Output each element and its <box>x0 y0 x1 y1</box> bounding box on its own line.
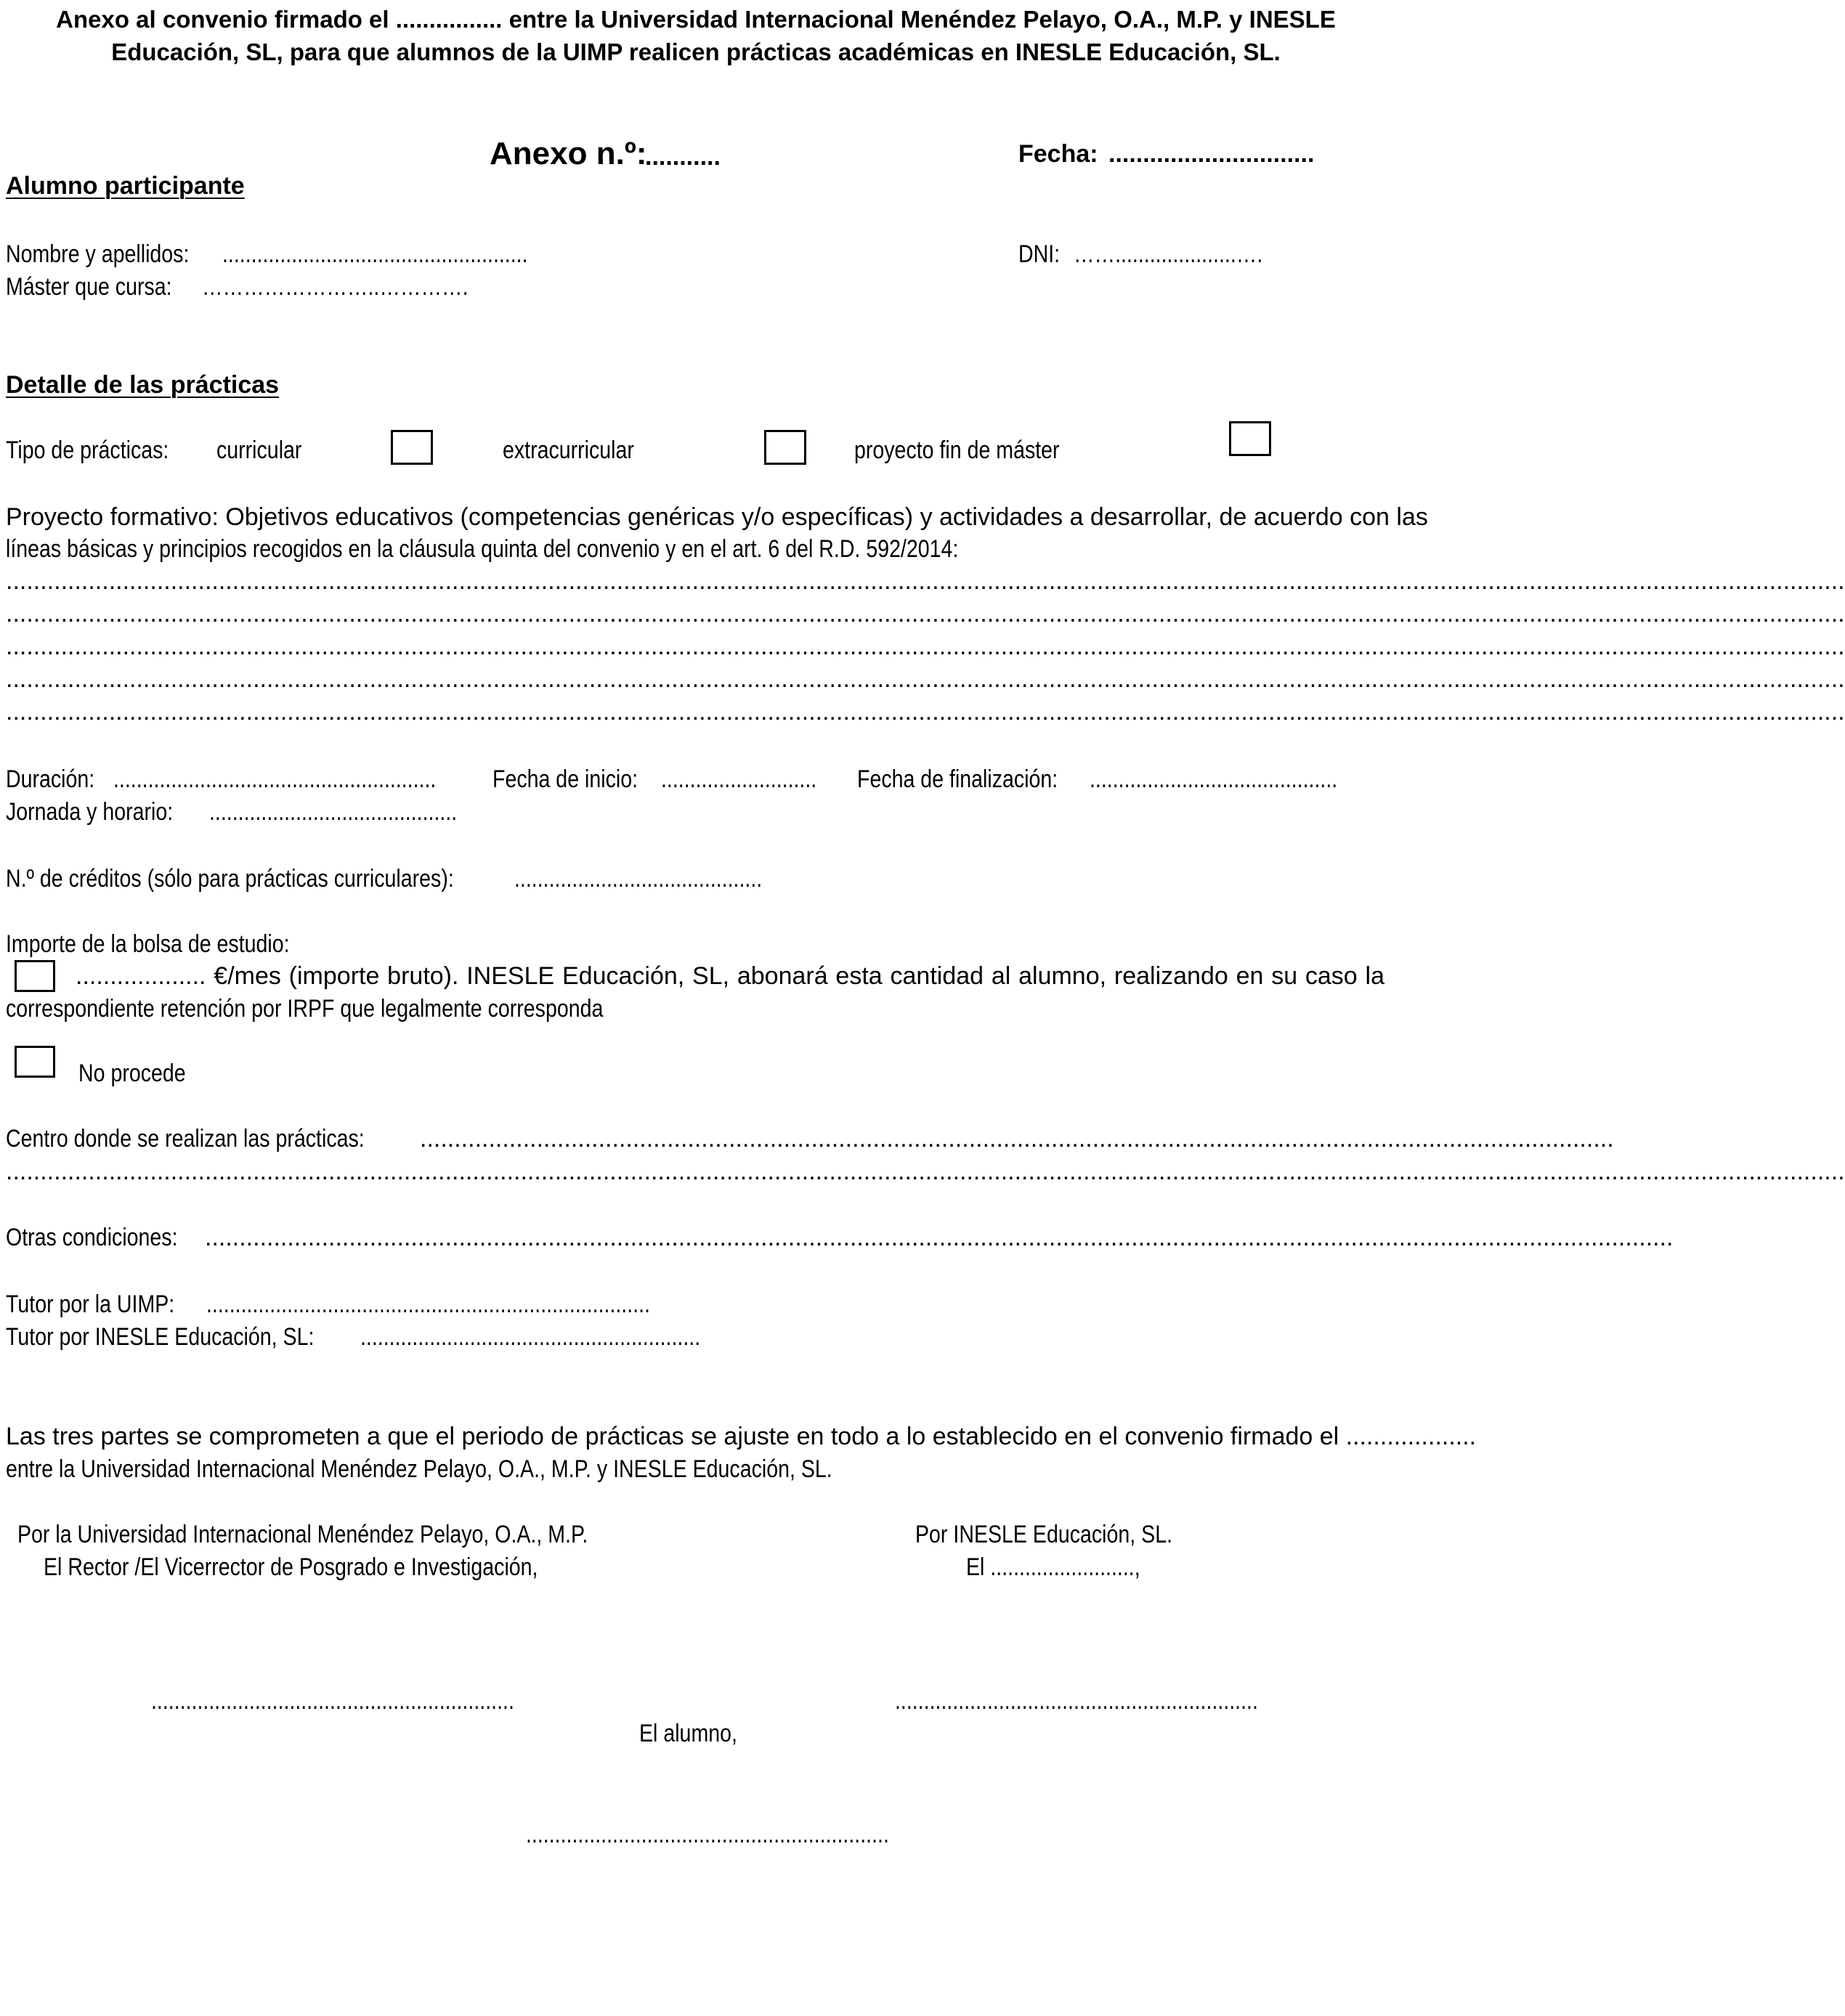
bolsa-label: Importe de la bolsa de estudio: <box>6 930 290 958</box>
compromiso-line-2: entre la Universidad Internacional Menéndez Pelayo, O.A., M.P. y INESLE Educación, SL. <box>6 1455 832 1483</box>
proyecto-field-line-2[interactable]: ............................................................................................................................................................................................................................................................................ <box>6 600 1845 627</box>
proyecto-field-line-3[interactable]: ............................................................................................................................................................................................................................................................................ <box>6 633 1845 660</box>
master-label: Máster que cursa: <box>6 273 172 301</box>
checkbox-extracurricular[interactable] <box>764 430 806 465</box>
fecha-inicio-field[interactable]: ........................... <box>661 765 817 793</box>
fecha-field[interactable]: .............................. <box>1108 140 1315 168</box>
tutor-inesle-label: Tutor por INESLE Educación, SL: <box>6 1323 315 1351</box>
duracion-field[interactable]: ........................................................ <box>113 765 437 793</box>
proyecto-formativo-line-2: líneas básicas y principios recogidos en la cláusula quinta del convenio y en el art. 6 del R.D. 592/2014: <box>6 535 959 563</box>
signature-line-alumno[interactable]: ............................................................... <box>526 1821 889 1848</box>
otras-condiciones-field[interactable]: ...................................................................................................................................................................................................................... <box>205 1224 1674 1251</box>
fecha-inicio-label: Fecha de inicio: <box>492 765 638 793</box>
nombre-field[interactable]: ..................................................... <box>222 240 528 268</box>
creditos-label: N.º de créditos (sólo para prácticas curriculares): <box>6 865 454 893</box>
jornada-label: Jornada y horario: <box>6 798 174 826</box>
jornada-field[interactable]: ........................................... <box>209 798 458 826</box>
firma-inesle-line-2: El ........................., <box>966 1553 1140 1581</box>
duracion-label: Duración: <box>6 765 95 793</box>
signature-line-uimp[interactable]: ............................................................... <box>151 1687 514 1715</box>
checkbox-bolsa-importe[interactable] <box>15 960 55 992</box>
option-curricular-label: curricular <box>216 436 302 464</box>
document-title-line-2: Educación, SL, para que alumnos de la UIMP realicen prácticas académicas en INESLE Educación, SL. <box>111 38 1281 65</box>
proyecto-formativo-line-1: Proyecto formativo: Objetivos educativos (competencias genéricas y/o específicas) y actividades a desarrollar, de acuerdo con las <box>6 503 1428 531</box>
dni-field[interactable]: …….....................…. <box>1074 240 1263 268</box>
tutor-inesle-field[interactable]: ........................................................... <box>360 1323 701 1351</box>
option-extracurricular-label: extracurricular <box>503 436 634 464</box>
anexo-number-field[interactable]: ........... <box>645 143 721 171</box>
dni-label: DNI: <box>1018 240 1061 268</box>
checkbox-curricular[interactable] <box>391 430 433 465</box>
tipo-practicas-label: Tipo de prácticas: <box>6 436 169 464</box>
proyecto-field-line-4[interactable]: ............................................................................................................................................................................................................................................................................ <box>6 665 1845 693</box>
bolsa-importe-line-1: ................... €/mes (importe bruto). INESLE Educación, SL, abonará esta cantidad al alumno, realizando en su caso la <box>76 962 1384 990</box>
fecha-label: Fecha: <box>1018 140 1098 168</box>
anexo-label: Anexo n.º: <box>490 136 647 171</box>
proyecto-field-line-5[interactable]: ............................................................................................................................................................................................................................................................................ <box>6 698 1845 725</box>
option-proyecto-label: proyecto fin de máster <box>854 436 1060 464</box>
nombre-label: Nombre y apellidos: <box>6 240 190 268</box>
checkbox-no-procede[interactable] <box>15 1046 55 1078</box>
checkbox-proyecto-fin-master[interactable] <box>1229 421 1271 456</box>
bolsa-importe-line-2: correspondiente retención por IRPF que legalmente corresponda <box>6 995 604 1023</box>
centro-label: Centro donde se realizan las prácticas: <box>6 1125 365 1153</box>
firma-uimp-line-1: Por la Universidad Internacional Menéndez Pelayo, O.A., M.P. <box>17 1521 588 1548</box>
centro-field-line-1[interactable]: .............................................................................................................................................................................. <box>420 1125 1614 1153</box>
fecha-finalizacion-label: Fecha de finalización: <box>857 765 1058 793</box>
creditos-field[interactable]: ........................................... <box>514 865 763 893</box>
fecha-finalizacion-field[interactable]: ........................................... <box>1090 765 1338 793</box>
section-heading-detalle: Detalle de las prácticas <box>6 371 280 399</box>
section-heading-alumno: Alumno participante <box>6 172 245 200</box>
otras-condiciones-label: Otras condiciones: <box>6 1224 178 1251</box>
document-title-line-1: Anexo al convenio firmado el ................ entre la Universidad Internacional Menéndez Pelayo, O.A., M.P. y INESLE <box>56 6 1336 33</box>
centro-field-line-2[interactable]: ............................................................................................................................................................................................................................................................................ <box>6 1158 1845 1185</box>
firma-alumno-label: El alumno, <box>639 1720 737 1747</box>
compromiso-line-1: Las tres partes se comprometen a que el periodo de prácticas se ajuste en todo a lo establecido en el convenio firmado el ................... <box>6 1423 1477 1450</box>
no-procede-label: No procede <box>78 1060 186 1087</box>
proyecto-field-line-1[interactable]: ............................................................................................................................................................................................................................................................................ <box>6 567 1845 595</box>
firma-inesle-line-1: Por INESLE Educación, SL. <box>915 1521 1173 1548</box>
master-field[interactable]: ……………………..…………. <box>202 273 469 301</box>
tutor-uimp-field[interactable]: ............................................................................. <box>206 1291 650 1318</box>
firma-uimp-line-2: El Rector /El Vicerrector de Posgrado e Investigación, <box>44 1553 538 1581</box>
tutor-uimp-label: Tutor por la UIMP: <box>6 1291 175 1318</box>
signature-line-inesle[interactable]: ............................................................... <box>895 1687 1258 1715</box>
